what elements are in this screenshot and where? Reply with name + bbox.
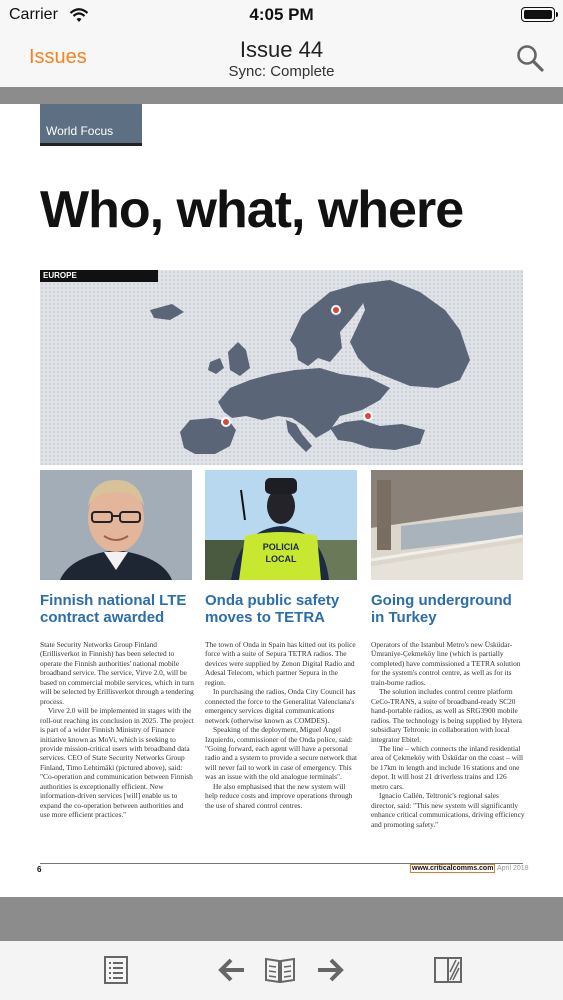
page-gutter-bottom: [0, 897, 563, 941]
arrow-right-icon[interactable]: [314, 955, 346, 985]
open-book-icon[interactable]: [264, 955, 296, 985]
table-of-contents-icon[interactable]: [100, 955, 132, 985]
svg-text:LOCAL: LOCAL: [265, 554, 297, 564]
issue-title: Issue 44: [239, 37, 324, 62]
clock: 4:05 PM: [249, 5, 314, 24]
article-title-turkey: Going underground in Turkey: [371, 592, 512, 626]
navigation-bar: [0, 30, 563, 87]
europe-map: [40, 270, 523, 465]
europe-map-graphic: [40, 270, 523, 465]
sync-status: Sync: Complete: [228, 63, 335, 80]
carrier-label: Carrier: [9, 6, 58, 23]
issues-back-button[interactable]: Issues: [29, 46, 87, 68]
page-layout-icon[interactable]: [432, 955, 464, 985]
article-title-finland: Finnish national LTE contract awarded: [40, 592, 187, 626]
map-marker-spain: [221, 417, 231, 427]
map-marker-turkey: [363, 411, 373, 421]
article-body-onda: [205, 640, 359, 810]
article-paragraph: Virve 2.0 will be implemented in stages with the roll-out reaching its conclusion in 2025. The project is part of a wider Finnish Ministry of Finance initiative known as MoVi, which is seeking to provide mission-critical users with broadband data services. CEO of State Security Networks Group Finland, Timo Lehtimäki (pictured above), said: "Co-operation and communication between Finnish authorities is exceptionally efficient. New information-driven services [will] enable us to expand the co-operation between authorities and use more efficient practices.": [40, 706, 194, 820]
page-headline: Who, what, where: [40, 181, 464, 239]
map-label: EUROPE: [40, 270, 158, 282]
portrait-photo: [40, 470, 192, 580]
article-paragraph: He also emphasised that the new system will help reduce costs and improve operations through the use of shared control centres.: [205, 781, 353, 810]
bottom-toolbar: [0, 941, 563, 1000]
article-paragraph: The town of Onda in Spain has kitted out its police force with a suite of Sepura TETRA radios. The devices were supplied by Zenon Digital Radio and Adesal Telecom, which partner Sepura in the region.: [205, 640, 356, 687]
arrow-left-icon[interactable]: [216, 955, 248, 985]
article-title-onda: Onda public safety moves to TETRA: [205, 592, 340, 626]
page-footer-web: [410, 865, 529, 872]
police-officer-photo: [205, 470, 357, 580]
magazine-page[interactable]: [0, 104, 563, 897]
article-paragraph: Ignacio Callén, Teltronic's regional sales director, said: "This new system will significantly enhance critical communications, driving efficiency and promoting safety.": [371, 791, 525, 829]
article-body-turkey: [371, 640, 525, 829]
page-gutter-top: [0, 87, 563, 104]
map-marker-finland: [331, 305, 341, 315]
article-paragraph: In purchasing the radios, Onda City Council has connected the force to the Generalitat Valenciana's emergency services digital communications network (otherwise known as COMDES).: [205, 687, 356, 725]
search-icon[interactable]: [515, 43, 545, 73]
page-number: 6: [37, 865, 42, 874]
article-paragraph: The line – which connects the inland residential area of Çekmeköy with Üsküdar on the coast – will be 17km in length and include 16 stations and one depot. It will host 21 driverless trains and 126 metro cars.: [371, 743, 524, 791]
article-body-finland: [40, 640, 194, 820]
battery-icon: [521, 7, 555, 22]
section-tag: World Focus: [40, 104, 142, 146]
article-paragraph: Speaking of the deployment, Miguel Ángel Izquierdo, commissioner of the Onda police, said: "Going forward, each agent will have a personal radio and a system to provide a secure network that will never fail to work in case of emergency. This was an issue with the old analogue terminals".: [205, 725, 358, 782]
article-paragraph: Operators of the Istanbul Metro's new Üsküdar-Ümraniye-Çekmeköy line (which is partially completed) have commissioned a TETRA solution for the system's control centre, as well as for its train-borne radios.: [371, 640, 521, 687]
website-link: www.criticalcomms.com: [412, 865, 494, 872]
svg-text:POLICIA: POLICIA: [262, 542, 300, 552]
status-bar: [0, 0, 563, 30]
metro-train-photo: [371, 470, 523, 580]
article-paragraph: State Security Networks Group Finland (Erillisverkot in Finnish) has been selected to operate the Finnish authorities' national mobile broadband service. The service, Virve 2.0, will be based on commercial mobile services, which in turn will be selected by Erillisverkot through a tendering process.: [40, 640, 194, 706]
article-paragraph: The solution includes control centre platform CeCo-TRANS, a suite of broadband-ready SC20 hand-portable radios, as well as SRG3900 mobile radios. The technology is being supplied by Hytera subsidiary Teltronic in collaboration with local integrator Ebitel.: [371, 687, 522, 744]
issue-date: April 2018: [497, 865, 529, 872]
